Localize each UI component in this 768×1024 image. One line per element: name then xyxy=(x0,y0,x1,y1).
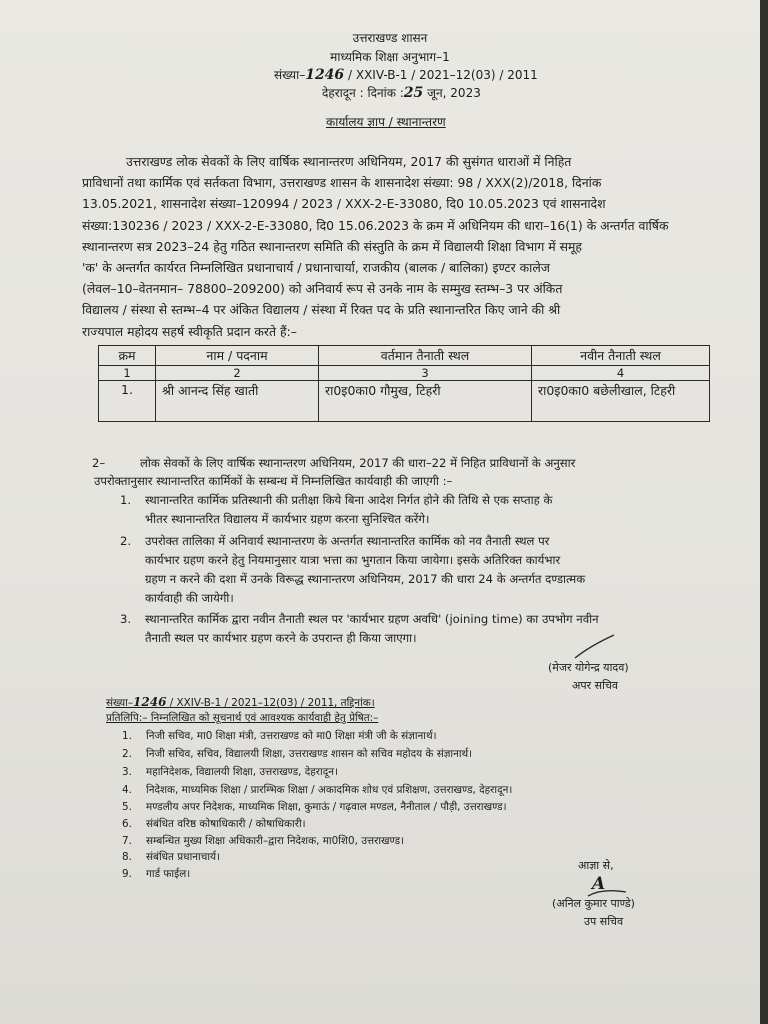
intro-line: (लेवल–10–वेतनमान– 78800–209200) को अनिवार्य रूप से उनके नाम के सम्मुख स्तम्भ–3 पर अंकित xyxy=(82,281,563,297)
copy-item-text: मण्डलीय अपर निदेशक, माध्यमिक शिक्षा, कुमाऊं / गढ़वाल मण्डल, नैनीताल / पौड़ी, उत्तराखण्ड। xyxy=(146,801,507,813)
intro-line: राज्यपाल महोदय सहर्ष स्वीकृति प्रदान करते हैं:– xyxy=(82,323,297,339)
intro-line: 'क' के अन्तर्गत कार्यरत निम्नलिखित प्रधानाचार्य / प्रधानाचार्या, राजकीय (बालक / बालिका) इण्टर कालेज xyxy=(82,260,550,276)
section2-item-line: स्थानान्तरित कार्मिक प्रतिस्थानी की प्रतीक्षा किये बिना आदेश निर्गत होने की तिथि से एक सप्ताह के xyxy=(145,493,553,507)
copy-item-number: 8. xyxy=(122,851,132,863)
intro-line: प्राविधानों तथा कार्मिक एवं सर्तकता विभाग, उत्तराखण्ड शासन के शासनादेश संख्या: 98 / XXX(2)/2018, दिनांक xyxy=(82,175,602,191)
signatory2-designation: उप सचिव xyxy=(584,915,624,928)
copy-item-number: 6. xyxy=(122,818,132,830)
section2-number: 2– xyxy=(92,456,106,470)
copy-item-number: 9. xyxy=(122,868,132,880)
column-number-row xyxy=(99,366,710,381)
section2-item-line: भीतर स्थानान्तरित विद्यालय में कार्यभार ग्रहण करना सुनिश्चित करेंगे। xyxy=(145,512,430,526)
table-header-cell: नवीन तैनाती स्थल xyxy=(532,346,710,366)
row-name: श्री आनन्द सिंह खाती xyxy=(156,381,319,422)
table-header-cell: नाम / पदनाम xyxy=(156,346,319,366)
copy-intro: प्रतिलिपि:– निम्नलिखित को सूचनार्थ एवं आवश्यक कार्यवाही हेतु प्रेषित:– xyxy=(106,712,379,724)
section2-item-number: 2. xyxy=(120,534,132,548)
by-order: आज्ञा से, xyxy=(578,859,614,872)
section2-item-number: 1. xyxy=(120,493,132,507)
letter-number: संख्या–1246 / XXIV-B-1 / 2021–12(03) / 2011 xyxy=(274,67,538,83)
column-number: 4 xyxy=(532,366,710,381)
signatory2-name: (अनिल कुमार पाण्डे) xyxy=(552,897,635,910)
intro-paragraph xyxy=(82,151,710,342)
copy-item-text: गार्ड फाईल। xyxy=(146,868,191,880)
table-header-row xyxy=(99,346,710,366)
copy-item-text: सम्बन्धित मुख्य शिक्षा अधिकारी–द्वारा निदेशक, मा0शि0, उत्तराखण्ड। xyxy=(146,835,404,847)
column-number: 3 xyxy=(319,366,532,381)
page-edge-shadow xyxy=(760,0,768,1024)
copy-item-number: 1. xyxy=(122,730,132,742)
letter-number-handwritten: 1246 xyxy=(305,67,345,83)
signatory1-designation: अपर सचिव xyxy=(572,679,619,692)
section2-line: उपरोक्तानुसार स्थानान्तरित कार्मिकों के सम्बन्ध में निम्नलिखित कार्यवाही की जाएगी :– xyxy=(94,474,453,488)
signatory1-name: (मेजर योगेन्द्र यादव) xyxy=(548,661,629,674)
table-row xyxy=(99,381,710,422)
copy-item-number: 3. xyxy=(122,766,132,778)
govt-name: उत्तराखण्ड शासन xyxy=(352,31,428,45)
copy-number-handwritten: 1246 xyxy=(133,695,167,709)
copy-item-text: संबंधित वरिष्ठ कोषाधिकारी / कोषाधिकारी। xyxy=(146,818,306,830)
transfer-table xyxy=(98,345,710,422)
intro-line: विद्यालय / संस्था से स्तम्भ–4 पर अंकित विद्यालय / संस्था में रिक्त पद के प्रति स्थानान्तरित किए जाने की श्री xyxy=(82,302,561,318)
copy-item-number: 5. xyxy=(122,801,132,813)
row-serial: 1. xyxy=(99,381,156,422)
copy-item-text: निजी सचिव, सचिव, विद्यालयी शिक्षा, उत्तराखण्ड शासन को सचिव महोदय के संज्ञानार्थ। xyxy=(146,748,473,760)
copy-item-number: 2. xyxy=(122,748,132,760)
subject-line: कार्यालय ज्ञाप / स्थानान्तरण xyxy=(326,115,446,129)
intro-line: 13.05.2021, शासनादेश संख्या–120994 / 2023 / XXX-2-E-33080, दि0 10.05.2023 एवं शासनादेश xyxy=(82,196,606,212)
copy-item-text: निदेशक, माध्यमिक शिक्षा / प्रारम्भिक शिक्षा / अकादमिक शोध एवं प्रशिक्षण, उत्तराखण्ड, देहरादून। xyxy=(146,784,513,796)
row-current-posting: रा0इ0का0 गौमुख, टिहरी xyxy=(319,381,532,422)
letter-date: देहरादून : दिनांक :25 जून, 2023 xyxy=(322,85,481,101)
section2-item-line: उपरोक्त तालिका में अनिवार्य स्थानान्तरण के अन्तर्गत स्थानान्तरित कार्मिक को नव तैनाती स्थल पर xyxy=(145,534,550,548)
table-header-cell: क्रम xyxy=(99,346,156,366)
section2-item-line: तैनाती स्थल पर कार्यभार ग्रहण करने के उपरान्त ही किया जाएगा। xyxy=(145,631,417,645)
signatory2-initial: A xyxy=(592,874,606,894)
section2-line: लोक सेवकों के लिए वार्षिक स्थानान्तरण अधिनियम, 2017 की धारा–22 में निहित प्राविधानों के अनुसार xyxy=(140,456,576,470)
copy-item-number: 4. xyxy=(122,784,132,796)
intro-line: स्थानान्तरण सत्र 2023–24 हेतु गठित स्थानान्तरण समिति की संस्तुति के क्रम में विद्यालयी शिक्षा विभाग में समूह xyxy=(82,238,582,254)
column-number: 1 xyxy=(99,366,156,381)
intro-line: उत्तराखण्ड लोक सेवकों के लिए वार्षिक स्थानान्तरण अधिनियम, 2017 की सुसंगत धाराओं में निहित xyxy=(126,154,572,169)
copy-item-text: निजी सचिव, मा0 शिक्षा मंत्री, उत्तराखण्ड को मा0 शिक्षा मंत्री जी के संज्ञानार्थ। xyxy=(146,730,437,742)
section2-item-line: स्थानान्तरित कार्मिक द्वारा नवीन तैनाती स्थल पर 'कार्यभार ग्रहण अवधि' (joining time) का उपभोग नवीन xyxy=(145,612,599,626)
row-new-posting: रा0इ0का0 बछेलीखाल, टिहरी xyxy=(532,381,710,422)
column-number: 2 xyxy=(156,366,319,381)
copy-item-number: 7. xyxy=(122,835,132,847)
copy-item-text: महानिदेशक, विद्यालयी शिक्षा, उत्तराखण्ड, देहरादून। xyxy=(146,766,338,778)
copy-item-text: संबंधित प्रधानाचार्य। xyxy=(146,851,220,863)
section2-item-line: कार्यभार ग्रहण करने हेतु नियमानुसार यात्रा भत्ता का भुगतान किया जायेगा। इसके अतिरिक्त कार्यभार xyxy=(145,553,561,567)
intro-line: संख्या:130236 / 2023 / XXX-2-E-33080, दि0 15.06.2023 के क्रम में अधिनियम की धारा–16(1) के अन्तर्गत वार्षिक xyxy=(82,217,669,233)
department-name: माध्यमिक शिक्षा अनुभाग–1 xyxy=(330,50,450,64)
section2-item-line: ग्रहण न करने की दशा में उनके विरूद्ध स्थानान्तरण अधिनियम, 2017 की धारा 24 के अन्तर्गत दण्डात्मक xyxy=(145,572,586,586)
section2-item-line: कार्यवाही की जायेगी। xyxy=(145,591,234,605)
date-handwritten: 25 xyxy=(403,85,424,101)
table-header-cell: वर्तमान तैनाती स्थल xyxy=(319,346,532,366)
copy-number: संख्या–1246 / XXIV-B-1 / 2021–12(03) / 2011, तद्दिनांक। xyxy=(106,695,375,709)
signature-mark xyxy=(572,632,618,662)
section2-item-number: 3. xyxy=(120,612,132,626)
